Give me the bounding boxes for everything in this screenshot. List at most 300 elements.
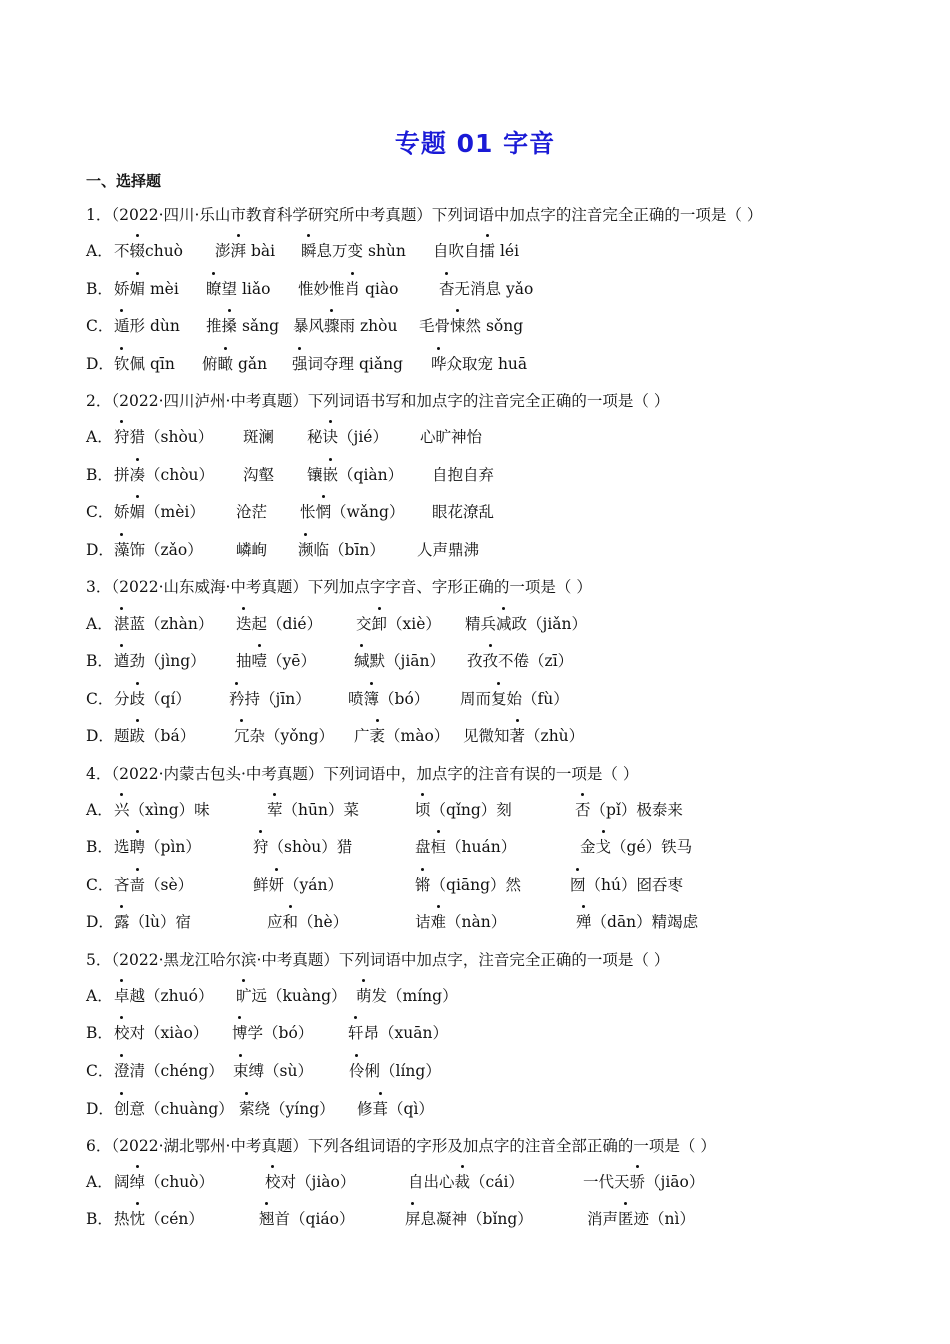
term-text: （qì） — [388, 1100, 434, 1118]
question-number: 1． — [86, 206, 112, 224]
option-term — [354, 650, 445, 672]
option-letter: A． — [86, 1173, 113, 1191]
term-text: 对（jiào） — [280, 1173, 356, 1191]
option-term — [236, 539, 267, 561]
term-text: 抽 — [236, 652, 252, 670]
option-term — [357, 1098, 434, 1120]
term-text: 自吹自 — [433, 242, 480, 260]
term-text: （pǐ）极泰来 — [590, 801, 683, 819]
term-text: （yē） — [267, 652, 316, 670]
term-text: gǎn — [233, 355, 268, 373]
dotted-character: 辍 — [129, 242, 146, 260]
dotted-character: 忱 — [129, 1210, 146, 1228]
dotted-character: 藻 — [114, 541, 130, 559]
term-text: 息凝神（bǐng） — [420, 1210, 533, 1228]
option-letter: C． — [86, 1062, 114, 1080]
term-text: 娇 — [114, 503, 130, 521]
dotted-character: 矜 — [229, 690, 245, 708]
option-term — [467, 650, 573, 672]
option-term — [265, 1171, 355, 1193]
dotted-character: 殚 — [576, 913, 592, 931]
dotted-character: 复 — [491, 690, 507, 708]
term-text: （lù）宿 — [129, 913, 191, 931]
option-term — [408, 1171, 524, 1193]
term-text: （qiāng）然 — [430, 876, 522, 894]
option-term — [580, 836, 692, 858]
dotted-character: 歧 — [129, 690, 146, 708]
option-term — [463, 725, 584, 747]
option-letter: C． — [86, 876, 114, 894]
option-term — [114, 1171, 214, 1193]
term-text: 暴风 — [293, 317, 325, 335]
dotted-character: 萌 — [356, 987, 372, 1005]
dotted-character: 啬 — [129, 876, 146, 894]
term-text: 起（dié） — [251, 615, 323, 633]
term-text: 沧茫 — [236, 503, 268, 521]
term-text: （chuò） — [145, 1173, 215, 1191]
dotted-character: 遁 — [114, 317, 130, 335]
question-stem — [86, 390, 669, 412]
dotted-character: 冗 — [234, 727, 250, 745]
option-term — [420, 426, 482, 448]
term-text: 不 — [114, 242, 130, 260]
option-letter: A． — [86, 615, 113, 633]
option-letter: C． — [86, 503, 114, 521]
dotted-character: 瞰 — [217, 355, 234, 373]
term-text: chuò — [145, 242, 184, 260]
term-text: 蓝（zhàn） — [129, 615, 214, 633]
option-term — [415, 911, 506, 933]
dotted-character: 卓 — [114, 987, 130, 1005]
term-text: 词夺理 qiǎng — [307, 355, 403, 373]
dotted-character: 跋 — [129, 727, 146, 745]
dotted-character: 狩 — [114, 428, 130, 446]
term-text: 怅 — [300, 503, 316, 521]
term-text: 清（chéng） — [129, 1062, 224, 1080]
term-text: （mèi） — [145, 503, 205, 521]
option-term — [253, 836, 352, 858]
option-letter: D． — [86, 913, 114, 931]
dotted-character: 绰 — [129, 1173, 146, 1191]
option-term — [236, 613, 322, 635]
dotted-character: 屏 — [405, 1210, 421, 1228]
option-term — [300, 501, 404, 523]
dotted-character: 否 — [575, 801, 591, 819]
dotted-character: 肖 — [344, 280, 361, 298]
option-term — [234, 725, 334, 747]
dotted-character: 媚 — [129, 503, 146, 521]
question-number: 5． — [86, 951, 112, 969]
term-text: （jié） — [338, 428, 388, 446]
term-text: qiào — [360, 280, 399, 298]
term-text: （shòu）猎 — [268, 838, 353, 856]
term-text: 佩 qīn — [129, 355, 175, 373]
term-text: 盘 — [415, 838, 431, 856]
dotted-character: 著 — [509, 727, 526, 745]
term-text: 息万变 shùn — [316, 242, 406, 260]
term-text: （chòu） — [145, 466, 215, 484]
dotted-character: 校 — [114, 1024, 130, 1042]
dotted-character: 狩 — [253, 838, 269, 856]
term-text: 镶 — [307, 466, 323, 484]
term-text: （hūn）菜 — [282, 801, 359, 819]
question-number: 3． — [86, 578, 112, 596]
term-text: 猎（shòu） — [129, 428, 214, 446]
term-text: （xiè） — [387, 615, 441, 633]
option-term — [433, 240, 519, 262]
option-term — [114, 1208, 204, 1230]
option-letter: D． — [86, 541, 114, 559]
option-term — [236, 501, 267, 523]
term-text: 临（bīn） — [313, 541, 385, 559]
option-term — [419, 315, 523, 337]
dotted-character: 难 — [430, 913, 447, 931]
option-term — [348, 688, 429, 710]
term-text: 绕（yíng） — [254, 1100, 335, 1118]
option-term — [356, 985, 458, 1007]
term-text: （zhù） — [525, 727, 585, 745]
option-letter: C． — [86, 690, 114, 708]
question-text: （2022·内蒙古包头·中考真题）下列词语中，加点字的注音有误的一项是（ ） — [111, 765, 639, 783]
term-text: 阔 — [114, 1173, 130, 1191]
term-text: 远（kuàng） — [251, 987, 347, 1005]
dotted-character: 搡 — [221, 317, 238, 335]
term-text: sǎng — [237, 317, 280, 335]
dotted-character: 噎 — [251, 652, 268, 670]
dotted-character: 裁 — [454, 1173, 471, 1191]
term-text: léi — [495, 242, 520, 260]
dotted-character: 澄 — [114, 1062, 130, 1080]
term-text: 形 dùn — [129, 317, 180, 335]
term-text: 孜 — [467, 652, 483, 670]
dotted-character: 创 — [114, 1100, 130, 1118]
option-term — [206, 278, 270, 300]
option-term — [114, 501, 205, 523]
term-text: 越（zhuó） — [129, 987, 214, 1005]
dotted-character: 凑 — [129, 466, 146, 484]
dotted-character: 湛 — [114, 615, 130, 633]
term-text: 周而 — [460, 690, 492, 708]
term-text: 首（qiáo） — [274, 1210, 355, 1228]
term-text: bài — [246, 242, 276, 260]
question-text: （2022·四川·乐山市教育科学研究所中考真题）下列词语中加点字的注音完全正确的一项是（ ） — [111, 206, 763, 224]
term-text: 政（jiǎn） — [511, 615, 588, 633]
term-text: 诘 — [415, 913, 431, 931]
option-letter: A． — [86, 428, 113, 446]
option-term — [267, 799, 359, 821]
option-term — [114, 1060, 224, 1082]
term-text: 昂（xuān） — [363, 1024, 448, 1042]
option-term — [576, 911, 698, 933]
dotted-character: 濒 — [298, 541, 314, 559]
term-text: 始（fù） — [506, 690, 569, 708]
option-term — [239, 1098, 335, 1120]
term-text: 秘 — [307, 428, 323, 446]
option-term — [587, 1208, 695, 1230]
option-term — [570, 874, 683, 896]
term-text: 发（míng） — [371, 987, 458, 1005]
term-text: 对（xiào） — [129, 1024, 209, 1042]
dotted-character: 嵌 — [322, 466, 339, 484]
term-text: （huán） — [446, 838, 517, 856]
option-letter: A． — [86, 242, 113, 260]
term-text: 无消息 yǎo — [454, 280, 534, 298]
option-term — [298, 539, 385, 561]
dotted-character: 兴 — [114, 801, 130, 819]
option-term — [229, 688, 311, 710]
option-term — [307, 464, 403, 486]
section-heading: 一、选择题 — [86, 172, 162, 190]
question-stem — [86, 763, 638, 785]
dotted-character: 束 — [233, 1062, 249, 1080]
term-text: （qiàn） — [338, 466, 404, 484]
dotted-character: 轩 — [348, 1024, 364, 1042]
term-text: （jiāo） — [645, 1173, 705, 1191]
dotted-character: 强 — [292, 355, 308, 373]
term-text: 持（jīn） — [244, 690, 311, 708]
term-text: 自抱自弃 — [432, 466, 495, 484]
option-term — [293, 315, 397, 337]
term-text: 自出心 — [408, 1173, 455, 1191]
term-text: 拼 — [114, 466, 130, 484]
option-term — [465, 613, 587, 635]
option-term — [431, 353, 527, 375]
option-term — [236, 650, 316, 672]
dotted-character: 伶 — [349, 1062, 365, 1080]
dotted-character: 荤 — [267, 801, 283, 819]
option-term — [114, 315, 180, 337]
term-text: 鲜 — [253, 876, 269, 894]
option-term — [114, 240, 183, 262]
term-text: 不倦（zī） — [498, 652, 574, 670]
term-text: 杂（yǒng） — [249, 727, 335, 745]
term-text: （cái） — [470, 1173, 524, 1191]
option-term — [259, 1208, 354, 1230]
term-text: mèi — [145, 280, 179, 298]
option-letter: B． — [86, 652, 113, 670]
term-text: 劲（jìng） — [129, 652, 206, 670]
dotted-character: 旷 — [236, 987, 252, 1005]
option-term — [114, 725, 195, 747]
dotted-character: 博 — [232, 1024, 248, 1042]
term-text: 毛骨 — [419, 317, 451, 335]
option-term — [243, 464, 274, 486]
option-term — [405, 1208, 533, 1230]
dotted-character: 杳 — [439, 280, 455, 298]
term-text: （bó） — [379, 690, 430, 708]
term-text: （hè） — [298, 913, 349, 931]
option-term — [202, 353, 267, 375]
term-text: 广 — [354, 727, 370, 745]
dotted-character: 和 — [282, 913, 299, 931]
dotted-character: 钦 — [114, 355, 130, 373]
dotted-character: 妍 — [268, 876, 285, 894]
option-term — [114, 353, 175, 375]
dotted-character: 桓 — [430, 838, 447, 856]
option-term — [432, 501, 494, 523]
option-term — [298, 278, 398, 300]
dotted-character: 锵 — [415, 876, 431, 894]
term-text: 见微知 — [463, 727, 510, 745]
dotted-character: 聘 — [129, 838, 146, 856]
term-text: （xìng）味 — [129, 801, 210, 819]
question-stem — [86, 949, 669, 971]
option-term — [348, 1022, 448, 1044]
option-term — [439, 278, 533, 300]
term-text: （nàn） — [446, 913, 507, 931]
option-letter: B． — [86, 466, 113, 484]
dotted-character: 骄 — [629, 1173, 646, 1191]
option-term — [114, 613, 213, 635]
term-text: （bá） — [145, 727, 196, 745]
term-text: （qí） — [145, 690, 191, 708]
dotted-character: 翘 — [259, 1210, 275, 1228]
term-text: （qǐng）刻 — [430, 801, 512, 819]
option-term — [253, 874, 343, 896]
option-term — [415, 874, 521, 896]
dotted-character: 囫 — [570, 876, 586, 894]
option-letter: C． — [86, 317, 114, 335]
option-term — [349, 1060, 441, 1082]
term-text: （gé）铁马 — [611, 838, 693, 856]
term-text: 惟妙惟 — [298, 280, 345, 298]
term-text: 喷 — [348, 690, 364, 708]
option-term — [114, 426, 213, 448]
term-text: 迹（nì） — [633, 1210, 695, 1228]
option-term — [114, 836, 201, 858]
term-text: 众取宠 huā — [446, 355, 528, 373]
term-text: 俐（líng） — [364, 1062, 441, 1080]
option-term — [114, 464, 214, 486]
option-term — [114, 985, 213, 1007]
dotted-character: 湃 — [230, 242, 247, 260]
term-text: 然 sǒng — [465, 317, 524, 335]
dotted-character: 匿 — [618, 1210, 634, 1228]
option-letter: B． — [86, 838, 113, 856]
term-text: 娇 — [114, 280, 130, 298]
term-text: 澎 — [215, 242, 231, 260]
dotted-character: 卸 — [371, 615, 388, 633]
option-term — [243, 426, 274, 448]
dotted-character: 袤 — [369, 727, 386, 745]
dotted-character: 诀 — [322, 428, 339, 446]
option-term — [460, 688, 569, 710]
option-term — [114, 799, 210, 821]
question-stem — [86, 1135, 716, 1157]
option-letter: D． — [86, 1100, 114, 1118]
option-term — [114, 911, 191, 933]
question-text: （2022·湖北鄂州·中考真题）下列各组词语的字形及加点字的注音全部正确的一项是（ ） — [111, 1137, 716, 1155]
option-term — [432, 464, 494, 486]
option-term — [114, 688, 191, 710]
dotted-character: 葺 — [372, 1100, 389, 1118]
option-term — [114, 278, 179, 300]
term-text: 人声鼎沸 — [417, 541, 480, 559]
dotted-character: 顷 — [415, 801, 431, 819]
option-term — [267, 911, 348, 933]
term-text: 题 — [114, 727, 130, 745]
option-term — [354, 725, 449, 747]
dotted-character: 迭 — [236, 615, 252, 633]
option-term — [206, 315, 279, 337]
option-term — [114, 1022, 208, 1044]
question-text: （2022·山东威海·中考真题）下列加点字字音、字形正确的一项是（ ） — [111, 578, 592, 596]
dotted-character: 媚 — [129, 280, 146, 298]
question-text: （2022·黑龙江哈尔滨·中考真题）下列词语中加点字，注音完全正确的一项是（ ） — [111, 951, 670, 969]
option-letter: A． — [86, 987, 113, 1005]
term-text: （pìn） — [145, 838, 201, 856]
dotted-character: 骤 — [324, 317, 340, 335]
term-text: （dān）精竭虑 — [591, 913, 699, 931]
term-text: （yán） — [284, 876, 344, 894]
option-term — [415, 836, 516, 858]
option-letter: A． — [86, 801, 113, 819]
option-term — [415, 799, 512, 821]
term-text: （hú）囵吞枣 — [585, 876, 683, 894]
term-text: 斑澜 — [243, 428, 275, 446]
term-text: 饰（zǎo） — [129, 541, 203, 559]
dotted-character: 露 — [114, 913, 130, 931]
term-text: 眼花潦乱 — [432, 503, 495, 521]
term-text: 修 — [357, 1100, 373, 1118]
term-text: 缚（sù） — [248, 1062, 313, 1080]
dotted-character: 悚 — [450, 317, 466, 335]
term-text: 学（bó） — [247, 1024, 314, 1042]
term-text: 消声 — [587, 1210, 619, 1228]
dotted-character: 遒 — [114, 652, 130, 670]
term-text: 交 — [356, 615, 372, 633]
option-term — [292, 353, 403, 375]
dotted-character: 擂 — [479, 242, 496, 260]
dotted-character: 缄 — [354, 652, 370, 670]
term-text: 嶙峋 — [236, 541, 268, 559]
option-term — [236, 985, 347, 1007]
term-text: （wǎng） — [331, 503, 405, 521]
dotted-character: 减 — [496, 615, 512, 633]
option-term — [114, 539, 203, 561]
dotted-character: 哗 — [431, 355, 447, 373]
option-term — [114, 650, 206, 672]
dotted-character: 瞭 — [206, 280, 222, 298]
term-text: 一代天 — [583, 1173, 630, 1191]
option-term — [114, 1098, 234, 1120]
term-text: 吝 — [114, 876, 130, 894]
dotted-character: 孜 — [482, 652, 499, 670]
term-text: 雨 zhòu — [339, 317, 398, 335]
option-term — [233, 1060, 313, 1082]
term-text: 俯 — [202, 355, 218, 373]
term-text: 选 — [114, 838, 130, 856]
page-title: 专题 01 字音 — [394, 129, 556, 158]
option-term — [356, 613, 441, 635]
option-term — [114, 874, 193, 896]
term-text: 推 — [206, 317, 222, 335]
option-term — [307, 426, 388, 448]
option-letter: B． — [86, 1024, 113, 1042]
term-text: 热 — [114, 1210, 130, 1228]
term-text: 精兵 — [465, 615, 497, 633]
dotted-character: 惘 — [315, 503, 332, 521]
option-term — [417, 539, 479, 561]
option-term — [301, 240, 406, 262]
option-term — [232, 1022, 313, 1044]
option-letter: B． — [86, 280, 113, 298]
option-term — [583, 1171, 704, 1193]
option-term — [215, 240, 275, 262]
term-text: 默（jiān） — [369, 652, 446, 670]
term-text: 意（chuàng） — [129, 1100, 234, 1118]
question-stem — [86, 576, 592, 598]
